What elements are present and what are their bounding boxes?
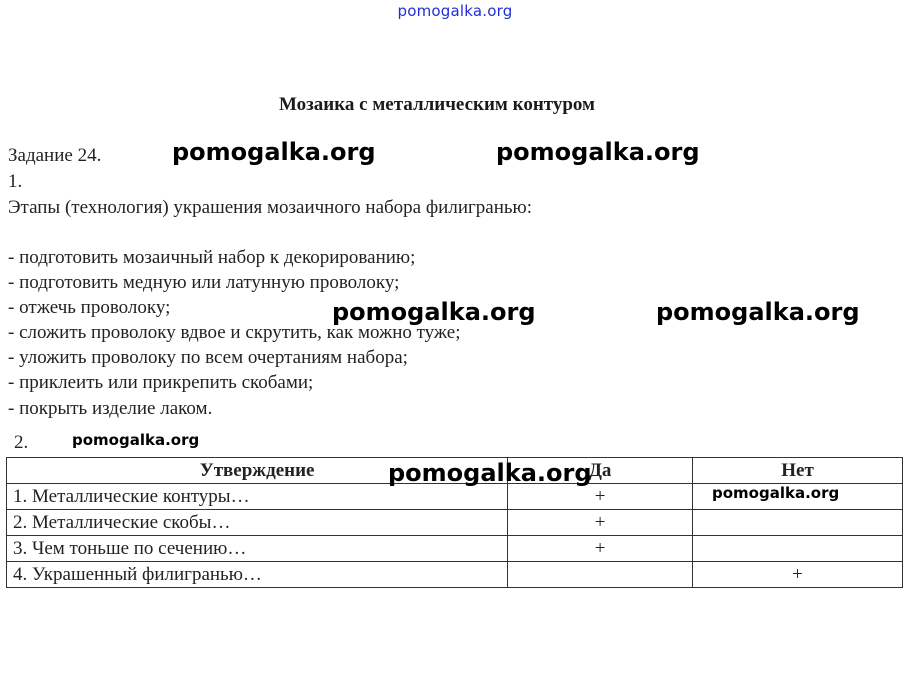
watermark-text[interactable]: pomogalka.org <box>496 138 700 166</box>
watermark-text[interactable]: pomogalka.org <box>656 298 860 326</box>
statement-cell: 1. Металлические контуры… <box>7 484 508 510</box>
column-header: Да <box>508 458 693 484</box>
watermark-text[interactable]: pomogalka.org <box>712 484 840 502</box>
column-header: Нет <box>693 458 903 484</box>
step-item: - подготовить медную или латунную проволоку; <box>8 272 400 293</box>
step-item: - уложить проволоку по всем очертаниям набора; <box>8 347 408 368</box>
table-row <box>7 536 903 562</box>
statement-cell: 3. Чем тоньше по сечению… <box>7 536 508 562</box>
column-header: Утверждение <box>7 458 508 484</box>
part1-number: 1. <box>8 171 23 192</box>
step-item: - покрыть изделие лаком. <box>8 398 213 419</box>
yes-cell: + <box>508 510 693 536</box>
table-row <box>7 562 903 588</box>
yes-cell: + <box>508 484 693 510</box>
page-title: Мозаика с металлическим контуром <box>278 94 595 115</box>
step-item: - подготовить мозаичный набор к декорированию; <box>8 247 416 268</box>
watermark-text[interactable]: pomogalka.org <box>172 138 376 166</box>
no-cell <box>693 510 903 536</box>
step-item: - приклеить или прикрепить скобами; <box>8 372 314 393</box>
watermark-text[interactable]: pomogalka.org <box>72 431 200 449</box>
part2-number: 2. <box>14 432 29 453</box>
step-item: - отжечь проволоку; <box>8 297 171 318</box>
table-row <box>7 510 903 536</box>
task-label: Задание 24. <box>8 145 102 166</box>
watermark-text[interactable]: pomogalka.org <box>332 298 536 326</box>
yes-cell: + <box>508 536 693 562</box>
yes-cell <box>508 562 693 588</box>
no-cell: + <box>693 562 903 588</box>
statement-cell: 4. Украшенный филигранью… <box>7 562 508 588</box>
no-cell <box>693 536 903 562</box>
statement-cell: 2. Металлические скобы… <box>7 510 508 536</box>
watermark-top[interactable]: pomogalka.org <box>397 2 513 20</box>
watermark-text[interactable]: pomogalka.org <box>388 459 592 487</box>
step-item: - сложить проволоку вдвое и скрутить, как можно туже; <box>8 322 461 343</box>
task-intro: Этапы (технология) украшения мозаичного набора филигранью: <box>8 197 533 218</box>
